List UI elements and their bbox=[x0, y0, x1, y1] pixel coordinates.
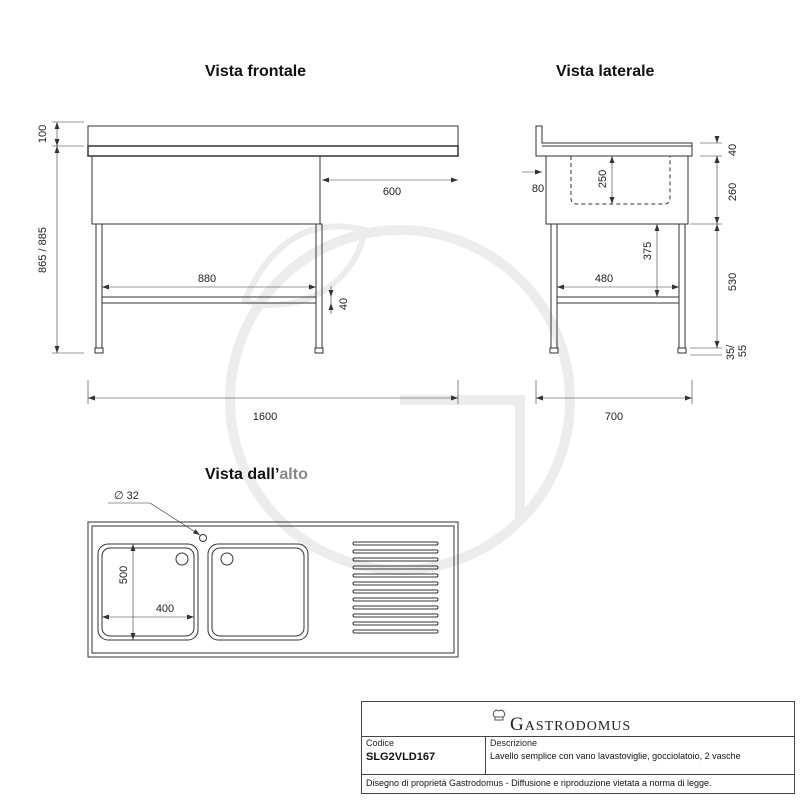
code-label: Codice bbox=[366, 738, 395, 748]
dim-side-body-height: 260 bbox=[727, 182, 739, 202]
front-cabinet bbox=[92, 156, 320, 224]
dim-front-total-height: 865 / 885 bbox=[37, 227, 49, 273]
front-backsplash bbox=[88, 126, 458, 146]
side-dimensions bbox=[522, 136, 722, 404]
description-cell bbox=[486, 736, 794, 774]
top-dimensions bbox=[102, 503, 200, 640]
description-value: Lavello semplice con vano lavastoviglie, gocciolatoio, 2 vasche bbox=[490, 751, 741, 761]
side-backsplash bbox=[536, 126, 692, 156]
front-foot-right bbox=[315, 348, 323, 353]
dim-top-basin-width: 400 bbox=[155, 603, 175, 615]
dim-side-shelf-height: 375 bbox=[642, 241, 654, 261]
dim-side-backsplash: 80 bbox=[531, 183, 545, 195]
dim-side-shelf-width: 480 bbox=[594, 273, 614, 285]
top-dimension-labels bbox=[114, 490, 174, 615]
title-block bbox=[361, 701, 795, 794]
top-basin-right-inner bbox=[212, 548, 304, 636]
brand-logo bbox=[510, 714, 631, 736]
brand-logo-rest: ASTRODOMUS bbox=[524, 719, 632, 734]
front-dimensions bbox=[52, 122, 458, 404]
dim-front-drainer-width: 600 bbox=[382, 186, 402, 198]
title-block-info-row bbox=[362, 736, 794, 775]
side-body bbox=[546, 156, 688, 224]
side-view bbox=[536, 126, 692, 353]
brand-logo-initial: G bbox=[510, 714, 525, 735]
front-view bbox=[88, 126, 458, 353]
dim-side-feet bbox=[725, 342, 749, 360]
top-basin-left bbox=[98, 544, 198, 640]
top-basin-left-inner bbox=[102, 548, 194, 636]
chef-hat-icon bbox=[492, 709, 506, 721]
top-drain-right bbox=[221, 553, 233, 565]
dim-front-total-width: 1600 bbox=[252, 411, 278, 423]
front-worktop bbox=[88, 146, 458, 156]
top-view bbox=[88, 522, 458, 657]
dim-side-feet-line2: 55 bbox=[737, 344, 749, 358]
dim-side-feet-line1: 35/ bbox=[725, 344, 737, 361]
description-label: Descrizione bbox=[490, 738, 538, 748]
dim-side-top-height: 40 bbox=[727, 143, 739, 157]
title-block-logo-row bbox=[362, 702, 794, 737]
top-tap-hole bbox=[200, 535, 207, 542]
dim-front-top-height: 100 bbox=[37, 124, 49, 144]
front-leg-left bbox=[96, 224, 102, 348]
top-basin-right bbox=[208, 544, 308, 640]
dim-side-basin-depth: 250 bbox=[597, 169, 609, 189]
side-leg-back bbox=[679, 224, 685, 348]
code-value: SLG2VLD167 bbox=[366, 751, 436, 763]
top-drainer-grooves bbox=[353, 542, 438, 633]
side-basin-hidden bbox=[571, 156, 670, 204]
top-drain-left bbox=[176, 553, 188, 565]
dim-front-shelf-height: 40 bbox=[338, 297, 350, 311]
front-view-title: Vista frontale bbox=[205, 63, 307, 80]
front-foot-left bbox=[95, 348, 103, 353]
side-foot-front bbox=[550, 348, 558, 353]
dim-top-basin-depth: 500 bbox=[118, 565, 130, 585]
side-shelf bbox=[557, 297, 679, 303]
front-leg-right bbox=[316, 224, 322, 348]
top-view-title-accent: alto bbox=[279, 466, 308, 483]
dim-top-hole-diameter: ∅ 32 bbox=[114, 490, 139, 502]
dim-side-legs-height: 530 bbox=[727, 272, 739, 292]
top-view-title-main: Vista dall’ bbox=[205, 466, 280, 483]
code-cell bbox=[362, 736, 486, 774]
side-foot-back bbox=[678, 348, 686, 353]
side-view-title: Vista laterale bbox=[556, 63, 655, 80]
dim-front-shelf-width: 880 bbox=[197, 273, 217, 285]
ownership-notice: Disegno di proprietà Gastrodomus - Diffusione e riproduzione vietata a norma di legge. bbox=[366, 778, 712, 788]
dim-side-total-width: 700 bbox=[604, 411, 624, 423]
